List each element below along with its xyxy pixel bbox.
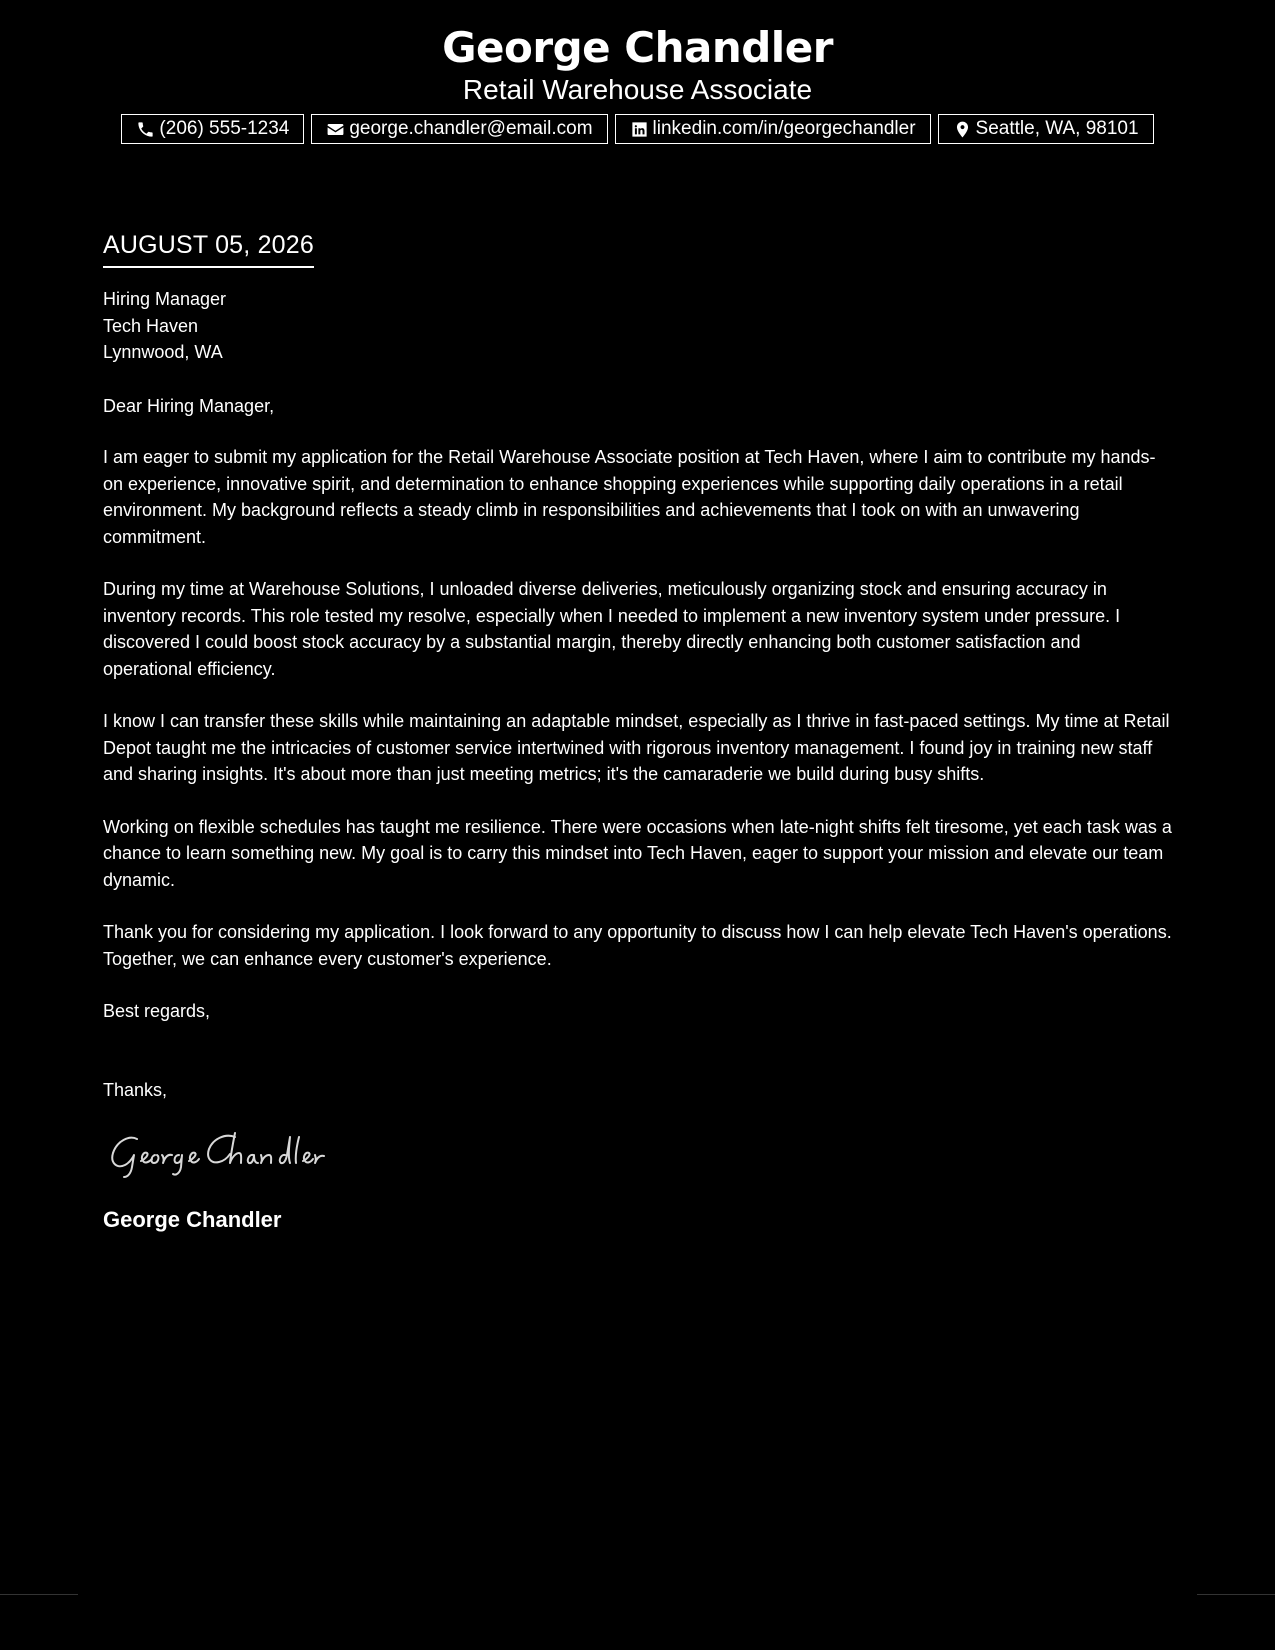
applicant-name: George Chandler xyxy=(442,23,833,72)
signed-name: George Chandler xyxy=(103,1207,282,1232)
letter-date: AUGUST 05, 2026 xyxy=(103,228,314,268)
contact-bar xyxy=(0,114,1275,144)
recipient-line: Lynnwood, WA xyxy=(103,342,223,362)
recipient-line: Hiring Manager xyxy=(103,289,227,309)
closing-line: Best regards, xyxy=(103,1001,211,1021)
salutation: Dear Hiring Manager, xyxy=(103,395,275,416)
body-paragraph: Working on flexible schedules has taught me resilience. There were occasions when late-night shifts felt tiresome, yet each task was a chance to learn something new. My goal is to carry this mindset into Tech Haven, eager to support your mission and elevate our team dynamic. xyxy=(103,816,1172,890)
handwritten-signature xyxy=(107,1125,357,1181)
letter-header xyxy=(0,22,1275,106)
phone-icon xyxy=(136,120,155,139)
recipient-line: Tech Haven xyxy=(103,315,199,336)
applicant-title: Retail Warehouse Associate xyxy=(462,74,813,105)
linkedin-icon xyxy=(630,120,649,139)
letter-body xyxy=(103,228,1173,1235)
location-chip xyxy=(938,114,1154,144)
body-paragraph: During my time at Warehouse Solutions, I unloaded diverse deliveries, meticulously organizing stock and ensuring accuracy in inventory records. This role tested my resolve, especially when I needed to implement a new inventory system under pressure. I discovered I could boost stock accuracy by a substantial margin, thereby directly enhancing both customer satisfaction and operational efficiency. xyxy=(103,579,1121,679)
body-paragraph: Thank you for considering my application. I look forward to any opportunity to discuss how I can help elevate Tech Haven's operations. Together, we can enhance every customer's experience. xyxy=(103,922,1172,969)
footer-rule-left xyxy=(0,1594,78,1595)
email-text: george.chandler@email.com xyxy=(349,118,593,139)
thanks-line: Thanks, xyxy=(103,1079,168,1100)
footer-rule-right xyxy=(1197,1594,1275,1595)
location-text: Seattle, WA, 98101 xyxy=(975,118,1139,139)
recipient-block xyxy=(103,286,1173,366)
email-chip xyxy=(311,114,607,144)
linkedin-text: linkedin.com/in/georgechandler xyxy=(652,118,916,139)
phone-text: (206) 555-1234 xyxy=(159,118,290,139)
body-paragraph: I am eager to submit my application for the Retail Warehouse Associate position at Tech Haven, where I aim to contribute my hands-on experience, innovative spirit, and determination to enhance shopping experiences while supporting daily operations in a retail environment. My background reflects a steady climb in responsibilities and achievements that I took on with an unwavering commitment. xyxy=(103,447,1156,547)
phone-chip xyxy=(121,114,304,144)
map-marker-icon xyxy=(953,120,972,139)
body-paragraph: I know I can transfer these skills while maintaining an adaptable mindset, especially as I thrive in fast-paced settings. My time at Retail Depot taught me the intricacies of customer service intertwined with rigorous inventory management. I found joy in training new staff and sharing insights. It's about more than just meeting metrics; it's the camaraderie we build during busy shifts. xyxy=(103,711,1170,784)
envelope-icon xyxy=(326,120,345,139)
linkedin-chip xyxy=(615,114,931,144)
